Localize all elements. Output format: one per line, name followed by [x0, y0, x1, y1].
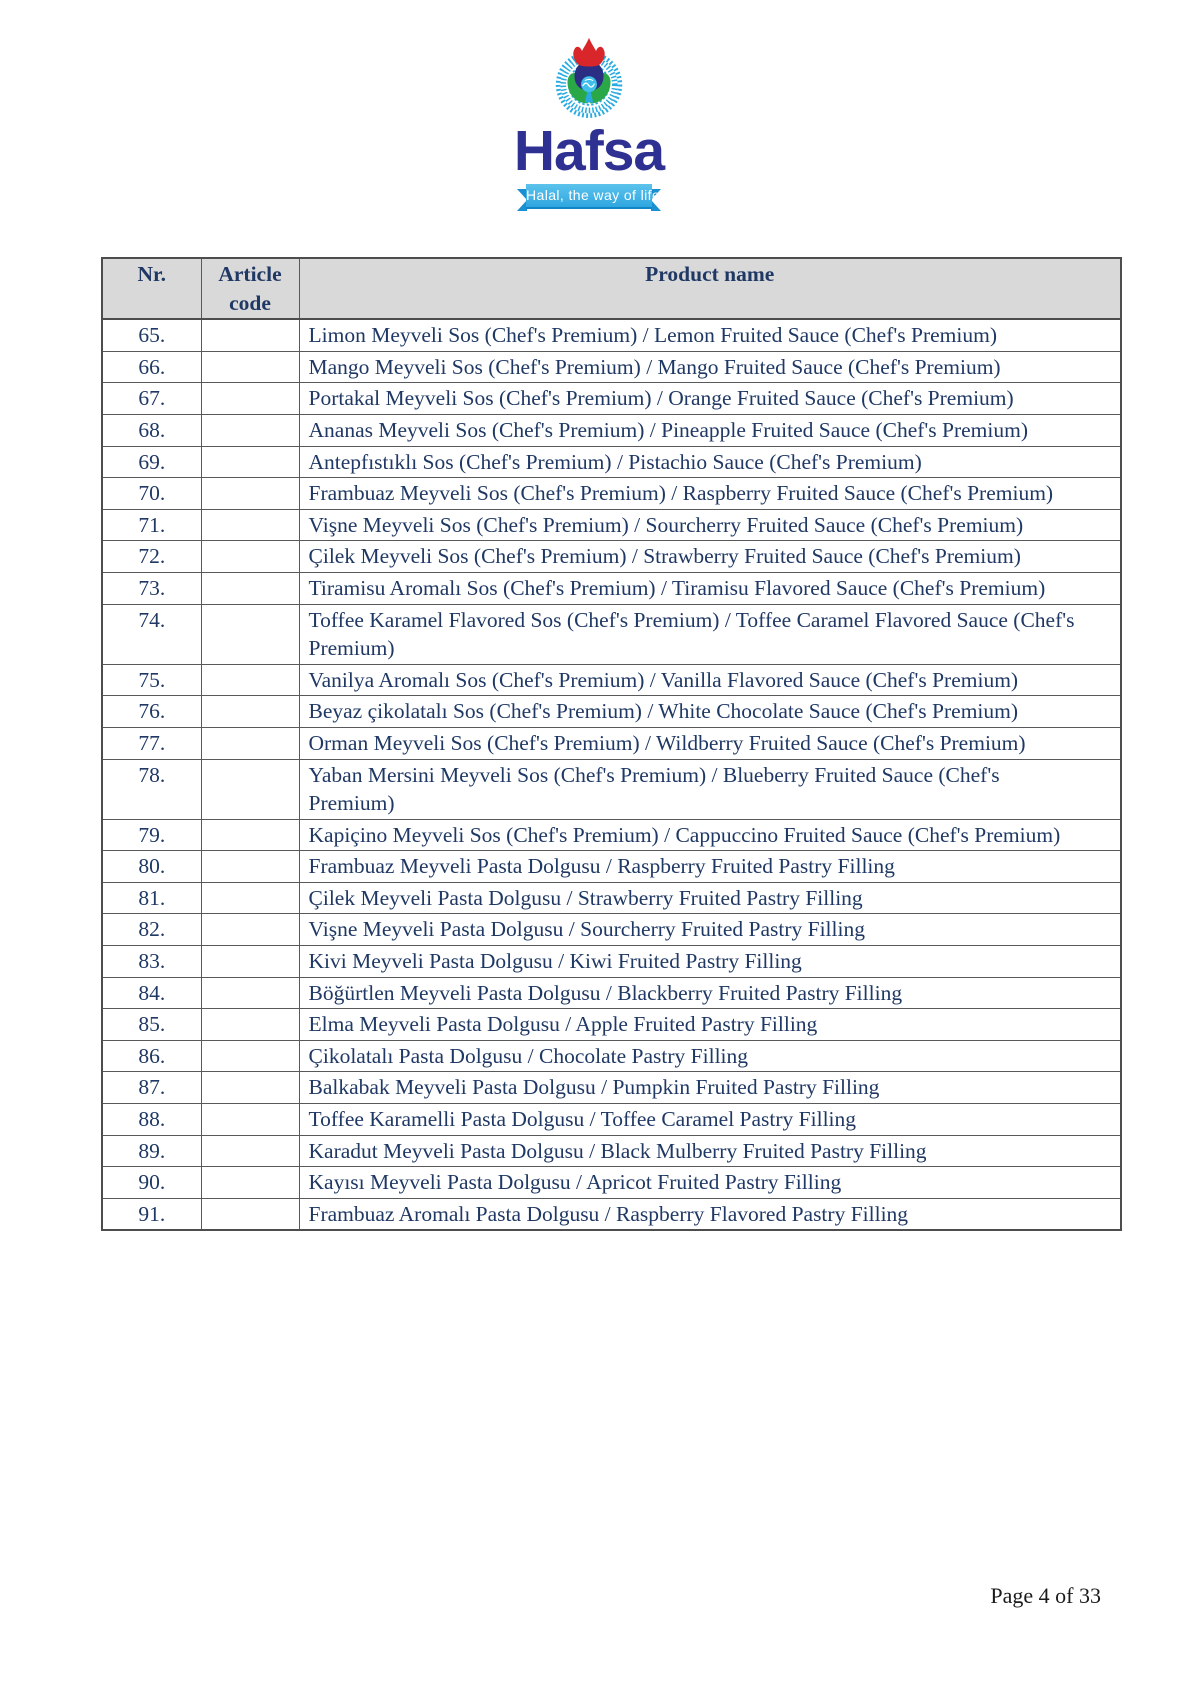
- product-name-cell: Limon Meyveli Sos (Chef's Premium) / Lemon Fruited Sauce (Chef's Premium): [299, 319, 1121, 351]
- article-code-cell: [201, 509, 299, 541]
- table-header-row: [102, 258, 1121, 319]
- table-row: [102, 446, 1121, 478]
- table-row: [102, 1040, 1121, 1072]
- product-name-cell: Vişne Meyveli Pasta Dolgusu / Sourcherry Fruited Pastry Filling: [299, 914, 1121, 946]
- product-name-cell: Tiramisu Aromalı Sos (Chef's Premium) / Tiramisu Flavored Sauce (Chef's Premium): [299, 572, 1121, 604]
- row-number-cell: 78.: [102, 759, 201, 819]
- product-name-cell: Orman Meyveli Sos (Chef's Premium) / Wildberry Fruited Sauce (Chef's Premium): [299, 727, 1121, 759]
- row-number-cell: 86.: [102, 1040, 201, 1072]
- table-row: [102, 509, 1121, 541]
- article-code-cell: [201, 1104, 299, 1136]
- table-row: [102, 914, 1121, 946]
- article-code-cell: [201, 319, 299, 351]
- article-code-cell: [201, 1040, 299, 1072]
- row-number-cell: 80.: [102, 851, 201, 883]
- product-name-cell: Kapiçino Meyveli Sos (Chef's Premium) / Cappuccino Fruited Sauce (Chef's Premium): [299, 819, 1121, 851]
- product-name-cell: Mango Meyveli Sos (Chef's Premium) / Mango Fruited Sauce (Chef's Premium): [299, 351, 1121, 383]
- row-number-cell: 91.: [102, 1198, 201, 1230]
- table-row: [102, 1135, 1121, 1167]
- product-name-cell: Balkabak Meyveli Pasta Dolgusu / Pumpkin Fruited Pastry Filling: [299, 1072, 1121, 1104]
- column-header-nr: Nr.: [102, 258, 201, 319]
- product-name-cell: Kayısı Meyveli Pasta Dolgusu / Apricot Fruited Pastry Filling: [299, 1167, 1121, 1199]
- row-number-cell: 83.: [102, 946, 201, 978]
- article-code-cell: [201, 1167, 299, 1199]
- product-name-cell: Portakal Meyveli Sos (Chef's Premium) / Orange Fruited Sauce (Chef's Premium): [299, 383, 1121, 415]
- table-row: [102, 478, 1121, 510]
- row-number-cell: 85.: [102, 1009, 201, 1041]
- product-name-cell: Kivi Meyveli Pasta Dolgusu / Kiwi Fruited Pastry Filling: [299, 946, 1121, 978]
- tagline-text: Halal, the way of life: [526, 184, 652, 209]
- table-row: [102, 759, 1121, 819]
- product-name-cell: Ananas Meyveli Sos (Chef's Premium) / Pineapple Fruited Sauce (Chef's Premium): [299, 414, 1121, 446]
- article-code-cell: [201, 977, 299, 1009]
- row-number-cell: 89.: [102, 1135, 201, 1167]
- article-code-cell: [201, 727, 299, 759]
- row-number-cell: 70.: [102, 478, 201, 510]
- row-number-cell: 69.: [102, 446, 201, 478]
- table-row: [102, 946, 1121, 978]
- product-name-cell: Yaban Mersini Meyveli Sos (Chef's Premium) / Blueberry Fruited Sauce (Chef's Premium): [299, 759, 1121, 819]
- column-header-article-code: Article code: [201, 258, 299, 319]
- table-row: [102, 819, 1121, 851]
- article-code-cell: [201, 541, 299, 573]
- hafsa-logo: [484, 36, 694, 207]
- row-number-cell: 81.: [102, 882, 201, 914]
- table-row: [102, 977, 1121, 1009]
- article-code-cell: [201, 946, 299, 978]
- product-name-cell: Çilek Meyveli Pasta Dolgusu / Strawberry Fruited Pastry Filling: [299, 882, 1121, 914]
- product-name-cell: Antepfıstıklı Sos (Chef's Premium) / Pistachio Sauce (Chef's Premium): [299, 446, 1121, 478]
- article-code-cell: [201, 1135, 299, 1167]
- row-number-cell: 75.: [102, 664, 201, 696]
- product-name-cell: Vişne Meyveli Sos (Chef's Premium) / Sourcherry Fruited Sauce (Chef's Premium): [299, 509, 1121, 541]
- table-row: [102, 1072, 1121, 1104]
- article-code-cell: [201, 1072, 299, 1104]
- table-row: [102, 1104, 1121, 1136]
- table-row: [102, 572, 1121, 604]
- product-name-cell: Frambuaz Meyveli Sos (Chef's Premium) / Raspberry Fruited Sauce (Chef's Premium): [299, 478, 1121, 510]
- table-row: [102, 351, 1121, 383]
- row-number-cell: 73.: [102, 572, 201, 604]
- row-number-cell: 65.: [102, 319, 201, 351]
- product-name-cell: Frambuaz Aromalı Pasta Dolgusu / Raspberry Flavored Pastry Filling: [299, 1198, 1121, 1230]
- article-code-cell: [201, 759, 299, 819]
- product-name-cell: Çilek Meyveli Sos (Chef's Premium) / Strawberry Fruited Sauce (Chef's Premium): [299, 541, 1121, 573]
- row-number-cell: 74.: [102, 604, 201, 664]
- row-number-cell: 72.: [102, 541, 201, 573]
- page-number: Page 4 of 33: [990, 1583, 1101, 1608]
- brand-name: Hafsa: [513, 119, 665, 183]
- table-row: [102, 664, 1121, 696]
- table-row: [102, 541, 1121, 573]
- article-code-cell: [201, 478, 299, 510]
- table-row: [102, 383, 1121, 415]
- article-code-cell: [201, 572, 299, 604]
- table-row: [102, 1198, 1121, 1230]
- crescent-tulip-emblem-icon: [541, 36, 637, 124]
- article-code-cell: [201, 819, 299, 851]
- product-name-cell: Frambuaz Meyveli Pasta Dolgusu / Raspberry Fruited Pastry Filling: [299, 851, 1121, 883]
- product-name-cell: Böğürtlen Meyveli Pasta Dolgusu / Blackberry Fruited Pastry Filling: [299, 977, 1121, 1009]
- table-row: [102, 1167, 1121, 1199]
- row-number-cell: 71.: [102, 509, 201, 541]
- product-name-cell: Toffee Karamel Flavored Sos (Chef's Premium) / Toffee Caramel Flavored Sauce (Chef's Premium): [299, 604, 1121, 664]
- table-row: [102, 727, 1121, 759]
- article-code-cell: [201, 914, 299, 946]
- product-name-cell: Toffee Karamelli Pasta Dolgusu / Toffee Caramel Pastry Filling: [299, 1104, 1121, 1136]
- article-code-cell: [201, 1198, 299, 1230]
- row-number-cell: 77.: [102, 727, 201, 759]
- row-number-cell: 88.: [102, 1104, 201, 1136]
- table-row: [102, 319, 1121, 351]
- table-row: [102, 1009, 1121, 1041]
- product-table: [101, 257, 1122, 1231]
- row-number-cell: 82.: [102, 914, 201, 946]
- row-number-cell: 79.: [102, 819, 201, 851]
- product-name-cell: Elma Meyveli Pasta Dolgusu / Apple Fruited Pastry Filling: [299, 1009, 1121, 1041]
- table-row: [102, 414, 1121, 446]
- row-number-cell: 87.: [102, 1072, 201, 1104]
- product-name-cell: Beyaz çikolatalı Sos (Chef's Premium) / White Chocolate Sauce (Chef's Premium): [299, 696, 1121, 728]
- article-code-cell: [201, 446, 299, 478]
- row-number-cell: 66.: [102, 351, 201, 383]
- tagline-ribbon: [526, 184, 661, 207]
- article-code-cell: [201, 882, 299, 914]
- product-name-cell: Karadut Meyveli Pasta Dolgusu / Black Mulberry Fruited Pastry Filling: [299, 1135, 1121, 1167]
- article-code-cell: [201, 664, 299, 696]
- product-name-cell: Çikolatalı Pasta Dolgusu / Chocolate Pastry Filling: [299, 1040, 1121, 1072]
- row-number-cell: 90.: [102, 1167, 201, 1199]
- article-code-cell: [201, 383, 299, 415]
- table-row: [102, 696, 1121, 728]
- row-number-cell: 84.: [102, 977, 201, 1009]
- table-row: [102, 604, 1121, 664]
- product-name-cell: Vanilya Aromalı Sos (Chef's Premium) / Vanilla Flavored Sauce (Chef's Premium): [299, 664, 1121, 696]
- row-number-cell: 67.: [102, 383, 201, 415]
- row-number-cell: 68.: [102, 414, 201, 446]
- article-code-cell: [201, 414, 299, 446]
- row-number-cell: 76.: [102, 696, 201, 728]
- table-row: [102, 882, 1121, 914]
- article-code-cell: [201, 1009, 299, 1041]
- table-row: [102, 851, 1121, 883]
- article-code-cell: [201, 696, 299, 728]
- article-code-cell: [201, 351, 299, 383]
- article-code-cell: [201, 604, 299, 664]
- article-code-cell: [201, 851, 299, 883]
- column-header-product-name: Product name: [299, 258, 1121, 319]
